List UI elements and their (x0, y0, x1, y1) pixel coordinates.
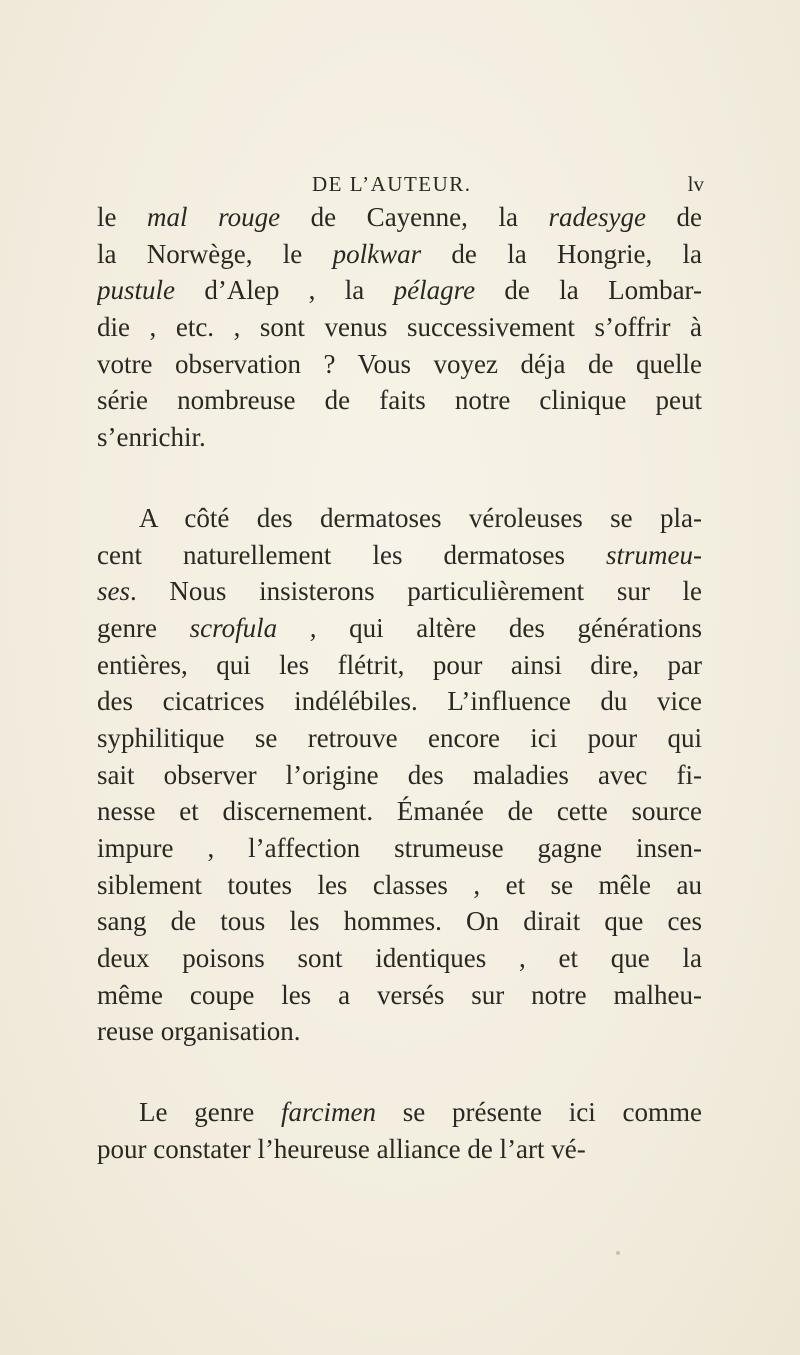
text-line (97, 867, 702, 904)
text-line (97, 272, 702, 309)
text-line (97, 683, 702, 720)
text-segment: sait observer l’origine des maladies avec fi- (97, 759, 702, 790)
text-segment: de Cayenne, la (280, 202, 549, 232)
italic-term: strumeu- (606, 539, 702, 570)
text-line (97, 793, 702, 830)
text-line (97, 537, 702, 574)
text-line (97, 830, 702, 867)
text-line (97, 199, 702, 236)
italic-term: scrofula , (189, 612, 317, 643)
text-segment: d’Alep , la (175, 275, 394, 306)
text-segment: sang de tous les hommes. On dirait que ces (97, 906, 702, 937)
text-segment: die , etc. , sont venus successivement s’offrir à (97, 312, 702, 343)
text-segment: A côté des dermatoses véroleuses se pla- (139, 502, 702, 533)
text-block (97, 199, 702, 1168)
text-segment: s’enrichir. (97, 422, 206, 453)
text-line (97, 940, 702, 977)
text-line (97, 757, 702, 794)
text-segment: entières, qui les flétrit, pour ainsi dire, par (97, 649, 702, 680)
text-line (97, 346, 702, 383)
text-line (97, 903, 702, 940)
italic-term: ses (97, 576, 130, 607)
paragraph (97, 199, 702, 456)
text-segment: cent naturellement les dermatoses (97, 539, 606, 570)
text-line (97, 236, 702, 273)
text-line (97, 647, 702, 684)
text-segment: deux poisons sont identiques , et que la (97, 943, 702, 974)
text-line (97, 1094, 702, 1131)
italic-term: farcimen (281, 1097, 376, 1128)
text-segment: siblement toutes les classes , et se mêle au (97, 869, 702, 900)
italic-term: pélagre (393, 275, 476, 306)
text-line (97, 720, 702, 757)
paragraph-gap (97, 456, 702, 500)
text-segment: série nombreuse de faits notre clinique peut (97, 385, 702, 416)
text-segment: pour constater l’heureuse alliance de l’art vé- (97, 1133, 586, 1164)
paper-speck (616, 1251, 620, 1255)
paragraph (97, 1094, 702, 1167)
paragraph-gap (97, 1050, 702, 1094)
text-line (97, 573, 702, 610)
text-segment: . Nous insisterons particulièrement sur le (130, 576, 702, 607)
text-line (97, 309, 702, 346)
text-segment: qui altère des générations (316, 612, 702, 643)
running-head (312, 172, 704, 200)
text-segment: de la Lombar- (475, 275, 702, 306)
text-line (97, 500, 702, 537)
text-segment: impure , l’affection strumeuse gagne insen- (97, 833, 702, 863)
text-segment: de la Hongrie, la (421, 238, 702, 269)
italic-term: mal rouge (147, 202, 281, 232)
text-segment: Le genre (139, 1097, 281, 1128)
text-line (97, 977, 702, 1014)
text-segment: même coupe les a versés sur notre malheu- (97, 979, 702, 1010)
text-segment: syphilitique se retrouve encore ici pour qui (97, 722, 702, 753)
text-segment: nesse et discernement. Émanée de cette source (97, 796, 702, 827)
text-line (97, 610, 702, 647)
italic-term: radesyge (548, 202, 646, 232)
text-segment: de (645, 202, 702, 232)
italic-term: pustule (97, 275, 175, 306)
text-line (97, 382, 702, 419)
text-segment: le (97, 202, 148, 232)
running-title: DE L’AUTEUR. (312, 172, 472, 196)
text-segment: des cicatrices indélébiles. L’influence du vice (97, 686, 702, 717)
paragraph (97, 500, 702, 1050)
italic-term: polkwar (332, 238, 422, 269)
text-segment: la Norwège, le (97, 238, 333, 269)
text-segment: votre observation ? Vous voyez déja de quelle (97, 348, 702, 379)
text-segment: genre (97, 612, 190, 643)
text-line (97, 419, 702, 456)
text-segment: se présente ici comme (375, 1097, 702, 1128)
page-number: lv (687, 172, 704, 196)
text-line (97, 1013, 702, 1050)
text-segment: reuse organisation. (97, 1016, 301, 1047)
text-line (97, 1131, 702, 1168)
